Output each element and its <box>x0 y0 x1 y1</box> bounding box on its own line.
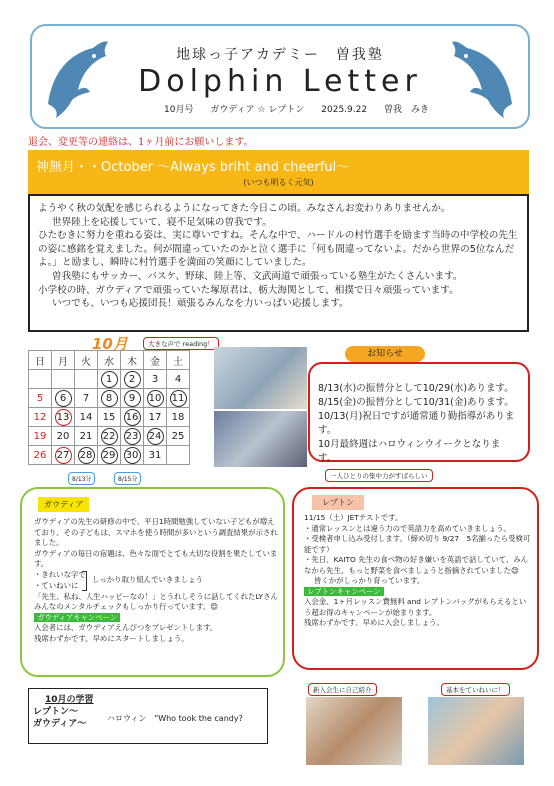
calendar-day-cell <box>52 427 75 446</box>
announcement-line: 10月最終週はハロウィンウイークとなります。 <box>318 439 501 464</box>
header-box <box>30 24 530 129</box>
gaudia-line: ガウディアの毎日の宿題は、色々な面でとても大切な役割を果たしています。 <box>34 548 278 568</box>
announcement-box <box>308 362 530 462</box>
calendar-table <box>28 350 190 465</box>
calendar-day-cell <box>121 446 144 465</box>
calendar-day-number: 21 <box>79 430 93 442</box>
lepton-line: 皆くかがしっかり育っています。 <box>314 576 425 585</box>
calendar-day-cell <box>144 389 167 408</box>
calendar-day-number: 13 <box>55 409 72 426</box>
calendar-day-number: 3 <box>151 373 159 385</box>
class-names: ガウディア ☆ レプトン <box>210 105 305 115</box>
announcement-line: 8/15(金)の振替分として10/31(金)あります。 <box>318 397 514 408</box>
calendar-day-number: 30 <box>124 447 141 464</box>
calendar-day-number: 2 <box>124 371 141 388</box>
photo-basics <box>428 697 524 765</box>
school-name: 地球っ子アカデミー 曽我塾 <box>176 47 384 63</box>
photo-classroom <box>214 411 307 467</box>
calendar-day-cell <box>144 370 167 389</box>
calendar-day-number: 10 <box>147 390 164 407</box>
lepton-campaign-line: 入会金、1ヶ月レッスン費無料 and レプトンバッグがもらえるという超お得のキャンペーンが始まります。 <box>304 597 527 617</box>
gaudia-line: ・きれいな字で <box>34 569 86 579</box>
weekday-wed: 水 <box>98 351 121 370</box>
gaudia-line: ・ていねいに <box>34 580 79 590</box>
monthly-study-box <box>28 688 268 744</box>
calendar-day-cell <box>121 389 144 408</box>
gaudia-line: しっかり取り組んでいきましょう <box>92 574 203 584</box>
gaudia-campaign-line: 残席わずかです。早めにスタートしましょう。 <box>34 633 189 643</box>
calendar-day-cell <box>167 389 190 408</box>
intro-line: いつでも、いつも応援団長！頑張るみんなを力いっぱい応援します。 <box>52 298 349 310</box>
intro-line: ひたむきに努力を重ねる姿は、実に尊いですね。そんな中で、ハードルの村竹選手を励ます当時の中学校の先生の姿に感銘を覚えました。何が間違っていたのかと泣く選手に「何も間違ってないよ。だから世界の5位なんだよ。」と励まし、瞬時に村竹選手を満面の笑顔にしていました。 <box>38 230 518 269</box>
calendar-day-cell <box>167 427 190 446</box>
author-name: 曽我 みき <box>383 105 429 115</box>
calendar-day-number: 24 <box>147 428 164 445</box>
calendar-day-number: 12 <box>33 411 47 423</box>
lepton-section <box>292 487 539 670</box>
weekday-sat: 土 <box>167 351 190 370</box>
gaudia-line: 「先生、私ね、人生ハッピーなの！」とうれしそうに話してくれたLYさん <box>34 591 278 601</box>
gaudia-campaign-label: ガウディアキャンペーン <box>34 613 120 622</box>
caption-reading: 大きな声で reading！ <box>143 337 219 350</box>
study-course: レプトン～ ガウディア～ <box>33 707 87 729</box>
issue-date: 2025.9.22 <box>321 105 368 115</box>
calendar-day-number: 23 <box>124 428 141 445</box>
calendar-day-number: 7 <box>82 392 90 404</box>
calendar-day-cell <box>121 408 144 427</box>
calendar-day-cell <box>75 427 98 446</box>
calendar-day-cell <box>98 408 121 427</box>
study-title: 10月の学習 <box>45 695 94 705</box>
calendar-day-cell <box>167 446 190 465</box>
calendar-day-cell <box>98 370 121 389</box>
calendar-day-cell <box>52 408 75 427</box>
newsletter-title: Dolphin Letter <box>138 64 422 99</box>
lepton-line: ・先日、KAITO 先生の食べ物の好き嫌いを英語で話していて、みんなから先生、もっと野菜を食べましょうと指摘されていました😊 <box>304 555 529 575</box>
gaudia-label: ガウディア <box>38 497 89 512</box>
calendar-day-number: 16 <box>124 409 141 426</box>
calendar-day-number: 14 <box>79 411 93 423</box>
lepton-campaign-label: レプトンキャンペーン <box>304 587 384 596</box>
calendar-day-number: 22 <box>101 428 118 445</box>
calendar-day-number: 27 <box>55 447 72 464</box>
calendar-day-cell <box>75 446 98 465</box>
calendar-day-cell <box>144 427 167 446</box>
gaudia-body <box>34 517 279 644</box>
calendar-day-number: 26 <box>33 449 47 461</box>
calendar-day-cell <box>144 446 167 465</box>
calendar-day-cell <box>52 389 75 408</box>
lepton-body <box>304 513 532 629</box>
lepton-line: ・通常レッスンとは違う力ので英語力を高めていきましょう。 <box>304 523 511 533</box>
calendar-week-row <box>29 408 190 427</box>
calendar-day-cell <box>75 370 98 389</box>
photo-reading <box>214 347 307 409</box>
weekday-fri: 金 <box>144 351 167 370</box>
caption-new-student: 新入会生に自己紹介 <box>308 683 377 696</box>
intro-line: 小学校の時、ガウディアで頑張っていた塚原君は、栃大海関として、相撲で日々頑張っています。 <box>38 284 459 296</box>
month-subtitle: (いつも明るく元気) <box>243 178 314 187</box>
gaudia-section <box>20 487 285 677</box>
calendar-week-row <box>29 446 190 465</box>
calendar-day-cell <box>167 370 190 389</box>
announcement-line: 8/13(水)の振替分として10/29(水)あります。 <box>318 383 514 394</box>
calendar-day-cell <box>75 389 98 408</box>
calendar-week-row <box>29 370 190 389</box>
makeup-tag-2: 8/15分 <box>114 472 141 485</box>
calendar-day-cell <box>98 446 121 465</box>
lepton-campaign-line: 残席わずかです。早めに入会しましょう。 <box>304 618 444 627</box>
intro-line: 世界陸上を応援していて、寝不足気味の曽我です。 <box>52 216 272 228</box>
calendar-day-cell <box>29 446 52 465</box>
study-content: ハロウィン "Who took the candy? <box>107 714 243 723</box>
calendar-day-number: 17 <box>148 411 162 423</box>
makeup-tag-1: 8/13分 <box>68 472 95 485</box>
gaudia-line: ガウディアの先生の研修の中で、平日1時間勉強していない子どもが増えており、その子どもは、スマホを使う時間が多いという調査結果が示されました。 <box>34 517 278 547</box>
calendar-day-cell <box>121 370 144 389</box>
lepton-line: ・受検者申し込み受付します。（締め切り 9/27 5名揃ったら受検可能です） <box>304 534 531 554</box>
issue-line <box>164 102 443 115</box>
calendar-day-number: 31 <box>148 449 162 461</box>
calendar-day-number: 5 <box>36 392 44 404</box>
calendar-day-number: 18 <box>171 411 185 423</box>
calendar-day-number: 15 <box>102 411 116 423</box>
lepton-line: 11/15（土）JETテストです。 <box>304 513 403 522</box>
calendar-day-number: 25 <box>171 430 185 442</box>
calendar-day-cell <box>121 427 144 446</box>
calendar-day-cell <box>29 370 52 389</box>
calendar-week-row <box>29 389 190 408</box>
weekday-thu: 木 <box>121 351 144 370</box>
photo-new-student <box>306 697 402 765</box>
calendar-day-cell <box>52 446 75 465</box>
weekday-tue: 火 <box>75 351 98 370</box>
calendar-day-cell <box>75 408 98 427</box>
gaudia-campaign-line: 入会者には、ガウディアえんぴつをプレゼントします。 <box>34 623 218 632</box>
calendar-day-number: 8 <box>101 390 118 407</box>
caption-basics: 基本をていねいに！ <box>441 683 510 696</box>
gaudia-line: みんなのメンタルチェックもしっかり行っています。😊 <box>34 602 218 611</box>
contact-notice: 退会、変更等の連絡は、1ヶ月前にお願いします。 <box>28 137 254 148</box>
weekday-sun: 日 <box>29 351 52 370</box>
calendar-day-number: 4 <box>174 373 182 385</box>
intro-message <box>28 194 529 332</box>
calendar-day-cell <box>29 408 52 427</box>
calendar-month-badge: 10月 <box>92 335 128 353</box>
lepton-label: レプトン <box>312 495 364 510</box>
calendar-day-number: 20 <box>56 430 70 442</box>
calendar-day-number: 9 <box>124 390 141 407</box>
intro-line: ようやく秋の気配を感じられるようになってきた今日この頃。みなさんお変わりありませんか。 <box>38 203 451 214</box>
calendar-day-cell <box>144 408 167 427</box>
calendar-day-number: 29 <box>101 447 118 464</box>
calendar-day-number: 19 <box>33 430 47 442</box>
calendar-day-cell <box>98 427 121 446</box>
calendar-day-cell <box>29 389 52 408</box>
announcement-label: お知らせ <box>345 346 425 362</box>
weekday-mon: 月 <box>52 351 75 370</box>
month-banner <box>28 150 529 194</box>
gaudia-bullets <box>34 570 279 592</box>
issue-number: 10月号 <box>164 105 194 115</box>
month-title: 神無月・・October ～Always briht and cheerful～ <box>36 160 350 175</box>
caption-focus: 一人ひとりの集中力がすばらしい <box>325 469 433 482</box>
calendar-day-cell <box>29 427 52 446</box>
announcement-line: 10/13(月)祝日ですが通常通り勤指導があります。 <box>318 411 515 436</box>
calendar-day-number: 6 <box>55 390 72 407</box>
calendar-day-cell <box>98 389 121 408</box>
calendar-day-number: 28 <box>78 447 95 464</box>
calendar-day-number: 11 <box>170 390 187 407</box>
calendar-week-row <box>29 427 190 446</box>
calendar-day-number: 1 <box>101 371 118 388</box>
calendar-header-row <box>29 351 190 370</box>
calendar-day-cell <box>52 370 75 389</box>
calendar-day-cell <box>167 408 190 427</box>
intro-line: 曽我塾にもサッカー、バスケ、野球、陸上等、文武両道で頑張っている塾生がたくさんいます。 <box>52 270 463 282</box>
